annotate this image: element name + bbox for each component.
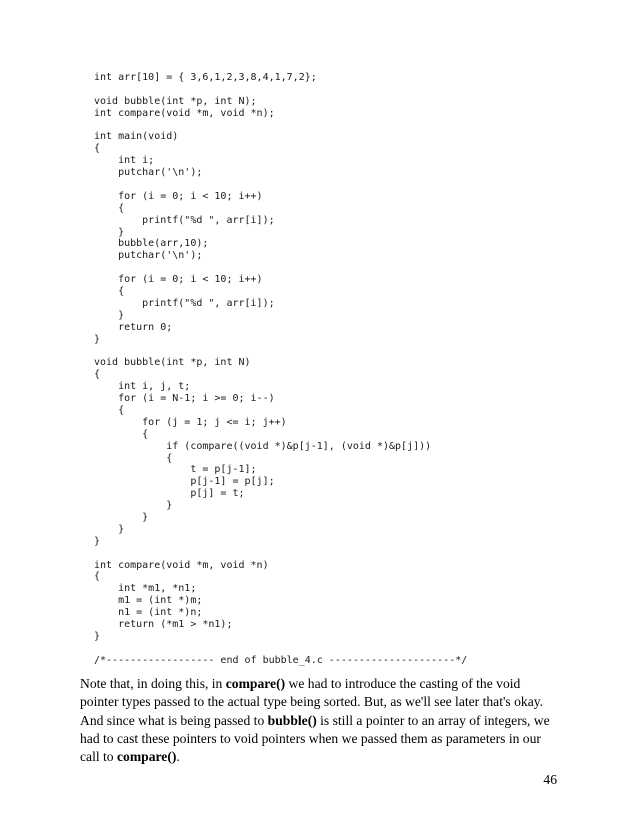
code-line xyxy=(94,84,467,96)
code-line: { xyxy=(94,428,149,440)
code-line xyxy=(94,120,467,132)
code-line: { xyxy=(94,143,101,155)
code-line: p[j-1] = p[j]; xyxy=(94,476,275,488)
code-line: } xyxy=(94,523,125,535)
compare-function-ref: compare() xyxy=(225,676,286,691)
code-line: for (i = 0; i < 10; i++) xyxy=(94,274,263,286)
code-line: { xyxy=(94,404,125,416)
code-line: /*------------------ end of bubble_4.c ---------------------*/ xyxy=(94,654,468,666)
code-line xyxy=(94,179,467,191)
explanation-paragraph xyxy=(80,675,560,766)
code-line: t = p[j-1]; xyxy=(94,464,257,476)
code-line: int i; xyxy=(94,155,155,167)
code-line: m1 = (int *)m; xyxy=(94,595,203,607)
code-line: { xyxy=(94,202,125,214)
code-line: } xyxy=(94,511,149,523)
code-line: bubble(arr,10); xyxy=(94,238,209,250)
code-line: void bubble(int *p, int N); xyxy=(94,95,257,107)
paragraph-text-2: we had to introduce the casting of the void pointer types passed to the actual type being sorted. But, as we'll see later that's okay. And since what is being passed to xyxy=(80,676,544,728)
code-line: } xyxy=(94,500,173,512)
paragraph-text-4: . xyxy=(176,749,180,765)
code-line: } xyxy=(94,333,101,345)
paragraph-text-3: is still a pointer to an array of integers, we had to cast these pointers to void pointers when we passed them as parameters in our call to xyxy=(80,712,550,765)
code-line: { xyxy=(94,369,101,381)
code-line xyxy=(94,643,467,655)
code-line xyxy=(94,262,467,274)
code-line: return (*m1 > *n1); xyxy=(94,618,233,630)
code-line xyxy=(94,548,467,560)
code-line: { xyxy=(94,452,173,464)
code-line: } xyxy=(94,226,125,238)
code-line: } xyxy=(94,309,125,321)
code-line: for (i = N-1; i >= 0; i--) xyxy=(94,393,275,405)
code-line: int main(void) xyxy=(94,131,179,143)
code-line: n1 = (int *)n; xyxy=(94,607,203,619)
code-line: int arr[10] = { 3,6,1,2,3,8,4,1,7,2}; xyxy=(94,72,317,83)
code-line: if (compare((void *)&p[j-1], (void *)&p[j])) xyxy=(94,440,432,452)
compare-function-ref-2: compare() xyxy=(117,749,177,765)
code-line: { xyxy=(94,286,125,298)
code-line: printf("%d ", arr[i]); xyxy=(94,297,275,309)
code-line: for (i = 0; i < 10; i++) xyxy=(94,190,263,202)
code-listing xyxy=(94,72,467,667)
code-line: } xyxy=(94,630,101,642)
code-line: printf("%d ", arr[i]); xyxy=(94,214,275,226)
code-line: int compare(void *m, void *n) xyxy=(94,559,269,571)
code-line: int compare(void *m, void *n); xyxy=(94,107,275,119)
code-line: putchar('\n'); xyxy=(94,167,203,179)
paragraph-text-1: Note that, in doing this, in xyxy=(80,676,226,691)
code-line: } xyxy=(94,535,101,547)
page-number: 46 xyxy=(543,772,557,787)
code-line: int i, j, t; xyxy=(94,381,191,393)
code-line: putchar('\n'); xyxy=(94,250,203,262)
code-line: void bubble(int *p, int N) xyxy=(94,357,251,369)
code-line: return 0; xyxy=(94,321,173,333)
code-line xyxy=(94,345,467,357)
code-line: for (j = 1; j <= i; j++) xyxy=(94,416,287,428)
code-line: { xyxy=(94,571,101,583)
code-line: p[j] = t; xyxy=(94,488,245,500)
bubble-function-ref: bubble() xyxy=(267,712,317,728)
code-line: int *m1, *n1; xyxy=(94,583,197,595)
